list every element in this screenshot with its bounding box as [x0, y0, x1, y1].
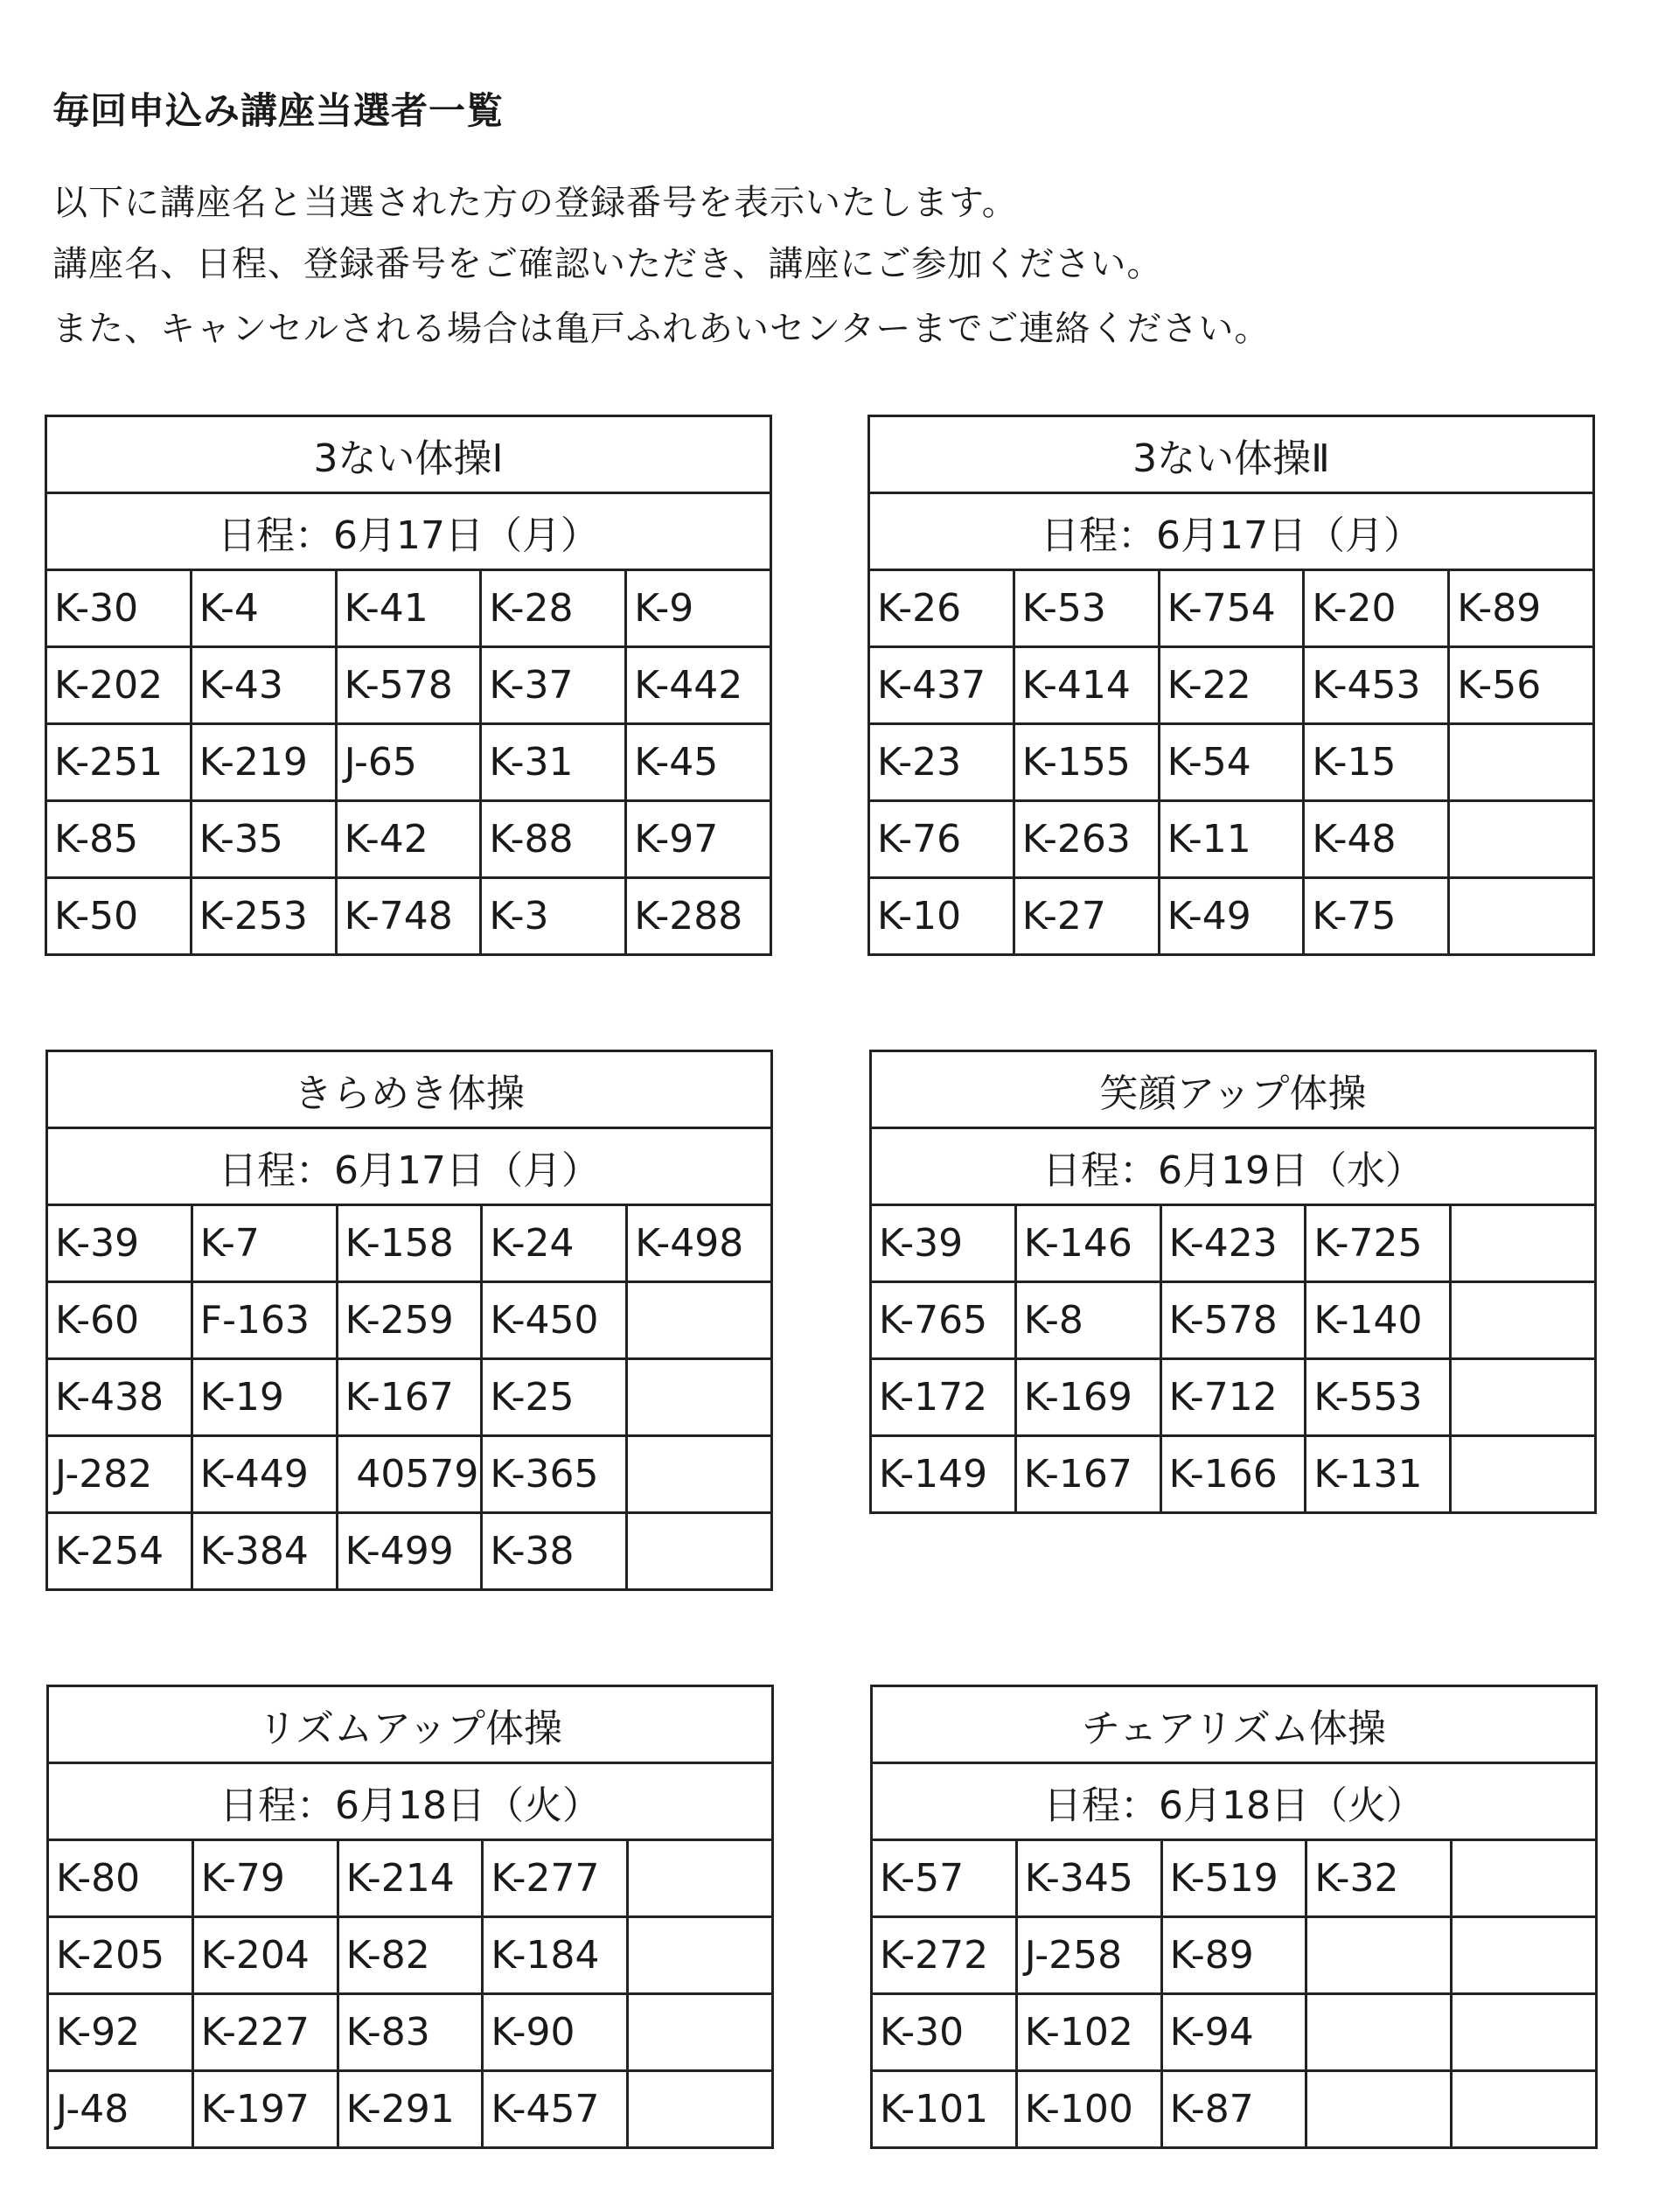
registration-number: K-725	[1306, 1205, 1451, 1282]
course-table	[45, 415, 772, 956]
registration-number: K-11	[1159, 801, 1304, 878]
registration-number: K-90	[483, 1994, 628, 2071]
registration-number	[1306, 1917, 1452, 1994]
registration-number: K-219	[191, 724, 336, 801]
registration-number: K-45	[626, 724, 771, 801]
registration-number: K-30	[46, 570, 192, 647]
registration-number: K-9	[626, 570, 771, 647]
registration-number: K-57	[872, 1840, 1017, 1917]
registration-number: K-85	[46, 801, 192, 878]
table-row	[871, 1205, 1596, 1282]
registration-number: K-765	[871, 1282, 1016, 1359]
registration-number	[1449, 801, 1594, 878]
registration-number: J-65	[336, 724, 481, 801]
registration-number: K-39	[871, 1205, 1016, 1282]
course-schedule: 日程：6月17日（月）	[47, 1128, 772, 1205]
course-name: 3ない体操Ⅱ	[869, 416, 1594, 493]
table-row	[46, 801, 771, 878]
registration-number: K-89	[1161, 1917, 1306, 1994]
registration-number: K-214	[338, 1840, 483, 1917]
registration-number	[1452, 2071, 1597, 2148]
registration-number: K-88	[481, 801, 626, 878]
registration-number: K-438	[47, 1359, 192, 1436]
registration-number: K-43	[191, 647, 336, 724]
registration-number: K-498	[627, 1205, 772, 1282]
table-row	[869, 647, 1594, 724]
table-row	[871, 1436, 1596, 1513]
course-name: きらめき体操	[47, 1051, 772, 1128]
registration-number: K-291	[338, 2071, 483, 2148]
registration-number: 40579	[337, 1436, 482, 1513]
registration-number: K-54	[1159, 724, 1304, 801]
registration-number: K-92	[48, 1994, 193, 2071]
registration-number: K-345	[1016, 1840, 1161, 1917]
course-table	[867, 415, 1595, 956]
registration-number: K-254	[47, 1513, 192, 1590]
course-table	[869, 1050, 1597, 1514]
registration-number: K-23	[869, 724, 1014, 801]
table-row	[869, 724, 1594, 801]
registration-number: K-19	[192, 1359, 337, 1436]
table-row	[48, 2071, 773, 2148]
table-row	[46, 878, 771, 955]
registration-number: K-205	[48, 1917, 193, 1994]
registration-number: K-578	[1160, 1282, 1306, 1359]
registration-number: J-48	[48, 2071, 193, 2148]
course-name: リズムアップ体操	[48, 1686, 773, 1763]
table-row	[46, 647, 771, 724]
registration-number: K-519	[1161, 1840, 1306, 1917]
registration-number: K-8	[1015, 1282, 1160, 1359]
registration-number	[1306, 1994, 1452, 2071]
intro-line-2: 講座名、日程、登録番号をご確認いただき、講座にご参加ください。	[52, 244, 1163, 284]
registration-number: K-251	[46, 724, 192, 801]
registration-number: K-197	[192, 2071, 338, 2148]
registration-number: K-101	[872, 2071, 1017, 2148]
table-row	[47, 1205, 772, 1282]
registration-number: K-3	[481, 878, 626, 955]
registration-number: K-166	[1160, 1436, 1306, 1513]
table-row	[871, 1359, 1596, 1436]
registration-number: K-184	[483, 1917, 628, 1994]
registration-number: K-277	[483, 1840, 628, 1917]
table-row	[872, 1840, 1597, 1917]
registration-number: K-49	[1159, 878, 1304, 955]
registration-number: K-22	[1159, 647, 1304, 724]
registration-number: K-227	[192, 1994, 338, 2071]
registration-number: K-37	[481, 647, 626, 724]
table-row	[48, 1917, 773, 1994]
registration-number: K-450	[482, 1282, 627, 1359]
registration-number: K-60	[47, 1282, 192, 1359]
registration-number: K-32	[1306, 1840, 1452, 1917]
registration-number	[1451, 1205, 1596, 1282]
registration-number	[1451, 1282, 1596, 1359]
registration-number: K-253	[191, 878, 336, 955]
registration-number: K-42	[336, 801, 481, 878]
intro-line-1: 以下に講座名と当選された方の登録番号を表示いたします。	[52, 183, 1018, 223]
course-schedule: 日程：6月19日（水）	[871, 1128, 1596, 1205]
registration-number: K-457	[483, 2071, 628, 2148]
registration-number: K-172	[871, 1359, 1016, 1436]
table-row	[871, 1282, 1596, 1359]
page-title: 毎回申込み講座当選者一覧	[52, 89, 505, 132]
registration-number: J-282	[47, 1436, 192, 1513]
registration-number: K-38	[482, 1513, 627, 1590]
course-name: 3ない体操Ⅰ	[46, 416, 771, 493]
registration-number: K-100	[1016, 2071, 1161, 2148]
registration-number: K-263	[1014, 801, 1159, 878]
registration-number: K-146	[1015, 1205, 1160, 1282]
registration-number: K-80	[48, 1840, 193, 1917]
registration-number: J-258	[1016, 1917, 1161, 1994]
registration-number: K-578	[336, 647, 481, 724]
registration-number: K-82	[338, 1917, 483, 1994]
registration-number: K-7	[192, 1205, 337, 1282]
registration-number: K-28	[481, 570, 626, 647]
registration-number: K-169	[1015, 1359, 1160, 1436]
registration-number: K-167	[1015, 1436, 1160, 1513]
table-row	[872, 1994, 1597, 2071]
registration-number: K-553	[1306, 1359, 1451, 1436]
table-row	[48, 1840, 773, 1917]
registration-number: K-449	[192, 1436, 337, 1513]
registration-number	[1452, 1840, 1597, 1917]
registration-number: K-50	[46, 878, 192, 955]
registration-number: K-712	[1160, 1359, 1306, 1436]
registration-number: K-155	[1014, 724, 1159, 801]
registration-number: K-76	[869, 801, 1014, 878]
registration-number	[627, 1359, 772, 1436]
registration-number: K-453	[1304, 647, 1449, 724]
registration-number: K-35	[191, 801, 336, 878]
registration-number: K-10	[869, 878, 1014, 955]
registration-number: K-102	[1016, 1994, 1161, 2071]
registration-number: K-384	[192, 1513, 337, 1590]
table-row	[869, 878, 1594, 955]
table-row	[47, 1282, 772, 1359]
registration-number: K-499	[337, 1513, 482, 1590]
registration-number: K-87	[1161, 2071, 1306, 2148]
registration-number: K-24	[482, 1205, 627, 1282]
table-row	[869, 570, 1594, 647]
registration-number: K-272	[872, 1917, 1017, 1994]
registration-number: K-414	[1014, 647, 1159, 724]
table-row	[47, 1513, 772, 1590]
registration-number: K-31	[481, 724, 626, 801]
course-table	[46, 1685, 774, 2149]
registration-number	[1452, 1994, 1597, 2071]
registration-number	[1449, 878, 1594, 955]
registration-number: K-25	[482, 1359, 627, 1436]
registration-number: K-288	[626, 878, 771, 955]
registration-number: K-437	[869, 647, 1014, 724]
registration-number	[628, 1994, 773, 2071]
registration-number: K-442	[626, 647, 771, 724]
registration-number: K-75	[1304, 878, 1449, 955]
registration-number	[627, 1513, 772, 1590]
course-schedule: 日程：6月18日（火）	[48, 1763, 773, 1840]
registration-number: K-202	[46, 647, 192, 724]
registration-number: K-204	[192, 1917, 338, 1994]
registration-number: K-79	[192, 1840, 338, 1917]
registration-number: K-94	[1161, 1994, 1306, 2071]
registration-number: K-365	[482, 1436, 627, 1513]
registration-number: K-97	[626, 801, 771, 878]
registration-number: K-41	[336, 570, 481, 647]
registration-number	[1306, 2071, 1452, 2148]
registration-number: K-259	[337, 1282, 482, 1359]
table-row	[47, 1359, 772, 1436]
registration-number: K-53	[1014, 570, 1159, 647]
registration-number: F-163	[192, 1282, 337, 1359]
registration-number: K-158	[337, 1205, 482, 1282]
registration-number: K-15	[1304, 724, 1449, 801]
registration-number	[628, 1840, 773, 1917]
registration-number	[1451, 1436, 1596, 1513]
course-table	[45, 1050, 773, 1591]
registration-number: K-131	[1306, 1436, 1451, 1513]
course-name: 笑顔アップ体操	[871, 1051, 1596, 1128]
registration-number	[1449, 724, 1594, 801]
course-name: チェアリズム体操	[872, 1686, 1597, 1763]
registration-number: K-30	[872, 1994, 1017, 2071]
course-schedule: 日程：6月17日（月）	[46, 493, 771, 570]
registration-number: K-140	[1306, 1282, 1451, 1359]
intro-line-3: また、キャンセルされる場合は亀戸ふれあいセンターまでご連絡ください。	[52, 309, 1271, 349]
registration-number: K-83	[338, 1994, 483, 2071]
registration-number: K-4	[191, 570, 336, 647]
registration-number: K-48	[1304, 801, 1449, 878]
registration-number: K-27	[1014, 878, 1159, 955]
registration-number: K-754	[1159, 570, 1304, 647]
table-row	[872, 2071, 1597, 2148]
registration-number	[1451, 1359, 1596, 1436]
table-row	[48, 1994, 773, 2071]
registration-number: K-26	[869, 570, 1014, 647]
registration-number: K-167	[337, 1359, 482, 1436]
table-row	[869, 801, 1594, 878]
table-row	[47, 1436, 772, 1513]
registration-number: K-20	[1304, 570, 1449, 647]
registration-number: K-748	[336, 878, 481, 955]
course-schedule: 日程：6月18日（火）	[872, 1763, 1597, 1840]
registration-number	[628, 2071, 773, 2148]
course-table	[870, 1685, 1598, 2149]
table-row	[46, 570, 771, 647]
course-schedule: 日程：6月17日（月）	[869, 493, 1594, 570]
registration-number: K-89	[1449, 570, 1594, 647]
registration-number: K-423	[1160, 1205, 1306, 1282]
registration-number	[627, 1436, 772, 1513]
registration-number	[628, 1917, 773, 1994]
table-row	[872, 1917, 1597, 1994]
registration-number: K-39	[47, 1205, 192, 1282]
registration-number	[627, 1282, 772, 1359]
table-row	[46, 724, 771, 801]
registration-number: K-56	[1449, 647, 1594, 724]
registration-number: K-149	[871, 1436, 1016, 1513]
registration-number	[1452, 1917, 1597, 1994]
